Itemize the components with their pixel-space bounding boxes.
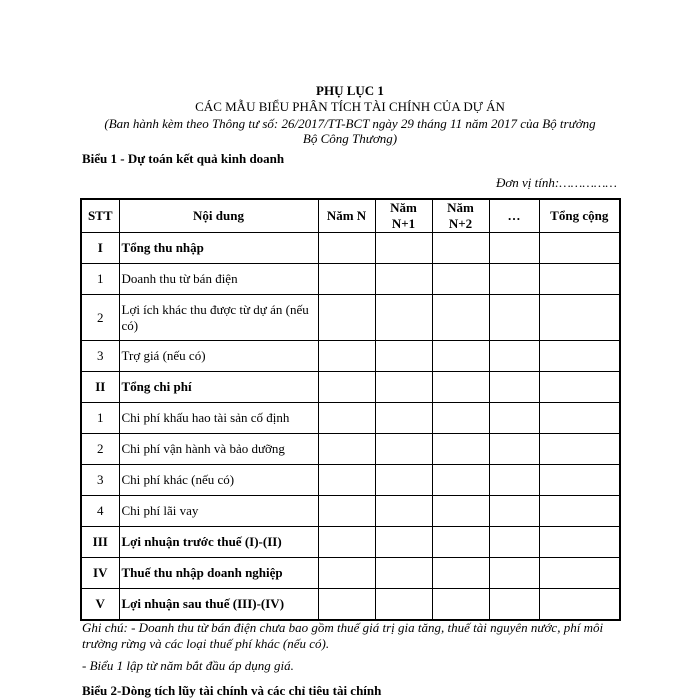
value-cell bbox=[489, 372, 539, 403]
value-cell bbox=[375, 558, 432, 589]
row-index: V bbox=[81, 589, 119, 620]
column-header: Năm N+1 bbox=[375, 199, 432, 233]
table-row bbox=[81, 496, 620, 527]
table-row bbox=[81, 341, 620, 372]
value-cell bbox=[318, 372, 375, 403]
value-cell bbox=[489, 527, 539, 558]
value-cell bbox=[539, 233, 620, 264]
row-content: Chi phí khác (nếu có) bbox=[119, 465, 318, 496]
value-cell bbox=[318, 403, 375, 434]
value-cell bbox=[375, 465, 432, 496]
value-cell bbox=[432, 233, 489, 264]
value-cell bbox=[318, 295, 375, 341]
value-cell bbox=[375, 295, 432, 341]
row-content: Tổng chi phí bbox=[119, 372, 318, 403]
section2-title: Biểu 2-Dòng tích lũy tài chính và các chỉ tiêu tài chính bbox=[82, 683, 382, 698]
row-content: Trợ giá (nếu có) bbox=[119, 341, 318, 372]
value-cell bbox=[432, 372, 489, 403]
value-cell bbox=[432, 589, 489, 620]
value-cell bbox=[489, 233, 539, 264]
issuance-note-line1: (Ban hành kèm theo Thông tư số: 26/2017/TT-BCT ngày 29 tháng 11 năm 2017 của Bộ trưởng bbox=[104, 116, 596, 131]
value-cell bbox=[489, 341, 539, 372]
row-index: 3 bbox=[81, 341, 119, 372]
value-cell bbox=[318, 465, 375, 496]
row-index: 2 bbox=[81, 434, 119, 465]
value-cell bbox=[318, 434, 375, 465]
value-cell bbox=[539, 264, 620, 295]
row-content: Chi phí vận hành và bảo dưỡng bbox=[119, 434, 318, 465]
column-header: … bbox=[489, 199, 539, 233]
value-cell bbox=[375, 496, 432, 527]
row-index: 2 bbox=[81, 295, 119, 341]
table-row bbox=[81, 589, 620, 620]
value-cell bbox=[539, 372, 620, 403]
row-content: Chi phí khấu hao tài sản cố định bbox=[119, 403, 318, 434]
footnote-1: Ghi chú: - Doanh thu từ bán điện chưa bao gồm thuế giá trị gia tăng, thuế tài nguyên nước, phí môi trường rừng và các loại thuế phí khác (nếu có). bbox=[82, 620, 604, 651]
footnote-2: - Biểu 1 lập từ năm bắt đầu áp dụng giá. bbox=[82, 658, 294, 673]
value-cell bbox=[318, 264, 375, 295]
value-cell bbox=[489, 403, 539, 434]
value-cell bbox=[489, 558, 539, 589]
value-cell bbox=[539, 589, 620, 620]
value-cell bbox=[375, 589, 432, 620]
row-index: II bbox=[81, 372, 119, 403]
row-index: 3 bbox=[81, 465, 119, 496]
value-cell bbox=[489, 295, 539, 341]
table-row bbox=[81, 558, 620, 589]
value-cell bbox=[375, 527, 432, 558]
value-cell bbox=[539, 341, 620, 372]
appendix-title: PHỤ LỤC 1 bbox=[316, 83, 384, 98]
row-index: IV bbox=[81, 558, 119, 589]
value-cell bbox=[318, 496, 375, 527]
value-cell bbox=[318, 558, 375, 589]
value-cell bbox=[489, 496, 539, 527]
appendix-subtitle: CÁC MẪU BIỂU PHÂN TÍCH TÀI CHÍNH CỦA DỰ ÁN bbox=[195, 99, 505, 114]
table-row bbox=[81, 465, 620, 496]
value-cell bbox=[539, 558, 620, 589]
value-cell bbox=[318, 589, 375, 620]
value-cell bbox=[489, 434, 539, 465]
row-index: 4 bbox=[81, 496, 119, 527]
column-header: Năm N+2 bbox=[432, 199, 489, 233]
value-cell bbox=[432, 295, 489, 341]
unit-label: Đơn vị tính:…………… bbox=[495, 175, 617, 190]
row-content: Tổng thu nhập bbox=[119, 233, 318, 264]
value-cell bbox=[432, 264, 489, 295]
value-cell bbox=[489, 589, 539, 620]
table-row bbox=[81, 233, 620, 264]
column-header: Tổng cộng bbox=[539, 199, 620, 233]
value-cell bbox=[539, 496, 620, 527]
column-header: Năm N bbox=[318, 199, 375, 233]
value-cell bbox=[375, 434, 432, 465]
value-cell bbox=[375, 403, 432, 434]
table-row bbox=[81, 372, 620, 403]
value-cell bbox=[432, 558, 489, 589]
table-row bbox=[81, 264, 620, 295]
value-cell bbox=[489, 465, 539, 496]
business-forecast-table bbox=[80, 198, 621, 621]
value-cell bbox=[432, 341, 489, 372]
value-cell bbox=[432, 403, 489, 434]
value-cell bbox=[318, 527, 375, 558]
value-cell bbox=[432, 527, 489, 558]
row-index: 1 bbox=[81, 264, 119, 295]
column-header: STT bbox=[81, 199, 119, 233]
table-header-row bbox=[81, 199, 620, 233]
row-content: Lợi ích khác thu được từ dự án (nếu có) bbox=[119, 295, 318, 341]
row-content: Lợi nhuận trước thuế (I)-(II) bbox=[119, 527, 318, 558]
value-cell bbox=[375, 233, 432, 264]
row-content: Chi phí lãi vay bbox=[119, 496, 318, 527]
column-header: Nội dung bbox=[119, 199, 318, 233]
section1-title: Biểu 1 - Dự toán kết quả kinh doanh bbox=[82, 151, 285, 166]
value-cell bbox=[539, 434, 620, 465]
value-cell bbox=[539, 465, 620, 496]
row-content: Lợi nhuận sau thuế (III)-(IV) bbox=[119, 589, 318, 620]
value-cell bbox=[318, 233, 375, 264]
value-cell bbox=[375, 372, 432, 403]
value-cell bbox=[432, 496, 489, 527]
table-row bbox=[81, 527, 620, 558]
value-cell bbox=[539, 403, 620, 434]
row-index: III bbox=[81, 527, 119, 558]
issuance-note-line2: Bộ Công Thương) bbox=[302, 131, 398, 146]
value-cell bbox=[432, 434, 489, 465]
row-index: 1 bbox=[81, 403, 119, 434]
row-content: Thuế thu nhập doanh nghiệp bbox=[119, 558, 318, 589]
table-row bbox=[81, 434, 620, 465]
value-cell bbox=[489, 264, 539, 295]
row-content: Doanh thu từ bán điện bbox=[119, 264, 318, 295]
value-cell bbox=[375, 264, 432, 295]
value-cell bbox=[318, 341, 375, 372]
table-row bbox=[81, 295, 620, 341]
value-cell bbox=[539, 295, 620, 341]
row-index: I bbox=[81, 233, 119, 264]
value-cell bbox=[539, 527, 620, 558]
value-cell bbox=[432, 465, 489, 496]
table-row bbox=[81, 403, 620, 434]
value-cell bbox=[375, 341, 432, 372]
